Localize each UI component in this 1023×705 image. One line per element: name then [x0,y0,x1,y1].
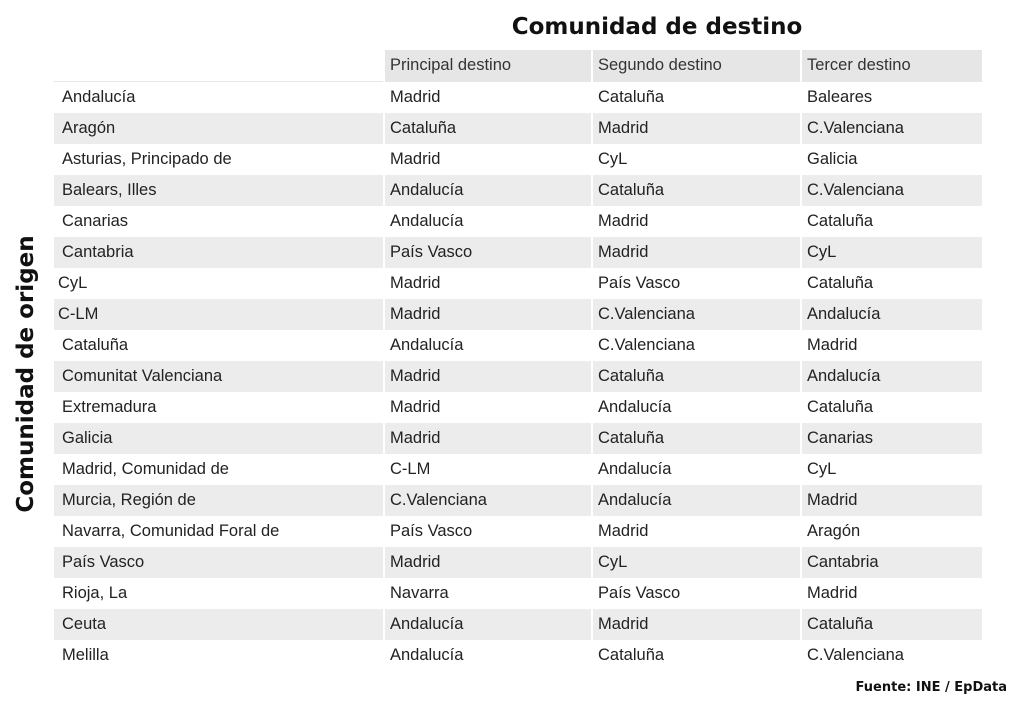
destination-cell: Madrid [801,578,982,609]
destination-cell: Cataluña [801,609,982,640]
table-body [54,82,982,672]
table-row [54,578,982,609]
destination-cell: C-LM [384,454,592,485]
destination-cell: Andalucía [384,175,592,206]
table-row [54,361,982,392]
table-row [54,547,982,578]
destination-cell: C.Valenciana [801,113,982,144]
origin-cell: Extremadura [62,398,157,416]
origin-cell: Ceuta [54,609,384,640]
source-note: Fuente: INE / EpData [855,680,1007,695]
destination-cell: C.Valenciana [801,175,982,206]
destination-cell: Madrid [592,113,801,144]
destination-cell: C.Valenciana [384,485,592,516]
table-row [54,268,982,299]
destination-cell: Madrid [384,268,592,299]
origin-cell: País Vasco [54,547,384,578]
origin-cell: Andalucía [54,82,384,114]
destinations-table [54,50,982,671]
destination-cell: Madrid [592,516,801,547]
destination-cell: Andalucía [592,454,801,485]
origin-cell: Canarias [62,212,129,230]
row-group-title-container [0,0,52,705]
column-header-segundo: Segundo destino [592,50,801,82]
destination-cell: Madrid [384,423,592,454]
header-row [54,50,982,82]
table-row [54,330,982,361]
destination-cell: Cataluña [592,82,801,114]
origin-cell: Madrid, Comunidad de [62,460,229,478]
origin-cell: C-LM [54,299,384,330]
destination-cell: Cataluña [384,113,592,144]
table-row [54,175,982,206]
destination-cell: Andalucía [801,299,982,330]
destination-cell: Navarra [384,578,592,609]
destination-cell: Cataluña [592,640,801,671]
origin-cell: Cantabria [54,237,384,268]
table-row [54,237,982,268]
origin-cell: Cataluña [62,336,129,354]
destination-cell: CyL [592,144,801,175]
destination-cell: Aragón [801,516,982,547]
table-row [54,423,982,454]
destination-cell: País Vasco [384,237,592,268]
destination-cell: Madrid [801,485,982,516]
origin-cell: Navarra, Comunidad Foral de [62,522,280,540]
column-header-tercer: Tercer destino [801,50,982,82]
destination-cell: País Vasco [384,516,592,547]
destination-cell: Andalucía [592,485,801,516]
row-group-title: Comunidad de origen [13,235,39,513]
origin-cell: Melilla [62,646,109,664]
destination-cell: Madrid [384,144,592,175]
column-header-principal: Principal destino [384,50,592,82]
destination-cell: C.Valenciana [801,640,982,671]
destination-cell: Galicia [801,144,982,175]
destination-cell: C.Valenciana [592,299,801,330]
destination-cell: Andalucía [801,361,982,392]
table-row [54,485,982,516]
destination-cell: Cataluña [592,423,801,454]
origin-cell: Rioja, La [62,584,128,602]
destination-cell: Madrid [384,392,592,423]
table-row [54,392,982,423]
destination-cell: Cantabria [801,547,982,578]
origin-cell: Aragón [54,113,384,144]
destination-cell: Andalucía [384,609,592,640]
table-row [54,82,982,114]
destination-cell: Andalucía [384,330,592,361]
destination-cell: Madrid [592,237,801,268]
destination-cell: Andalucía [384,206,592,237]
destination-cell: Madrid [384,361,592,392]
destination-cell: CyL [801,454,982,485]
destination-cell: Madrid [592,609,801,640]
origin-cell: Murcia, Región de [54,485,384,516]
table-row [54,609,982,640]
destination-cell: Madrid [384,82,592,114]
origin-cell: Asturias, Principado de [62,150,232,168]
destination-cell: CyL [801,237,982,268]
destination-cell: Baleares [801,82,982,114]
origin-cell: Balears, Illes [54,175,384,206]
table-row [54,516,982,547]
destination-cell: Madrid [801,330,982,361]
table-row [54,113,982,144]
table-row [54,640,982,671]
destination-cell: Cataluña [801,206,982,237]
destination-cell: Madrid [384,299,592,330]
table-row [54,206,982,237]
destination-cell: País Vasco [592,578,801,609]
destination-cell: País Vasco [592,268,801,299]
destination-cell: Canarias [801,423,982,454]
origin-cell: Galicia [54,423,384,454]
destination-cell: Cataluña [592,175,801,206]
table-row [54,299,982,330]
destination-cell: CyL [592,547,801,578]
origin-cell: CyL [58,274,88,292]
header-blank-cell [54,50,384,82]
destination-cell: Madrid [592,206,801,237]
destination-cell: Cataluña [801,392,982,423]
origin-cell: Comunitat Valenciana [54,361,384,392]
destination-cell: Cataluña [801,268,982,299]
table-row [54,144,982,175]
destination-cell: Andalucía [384,640,592,671]
destination-cell: Madrid [384,547,592,578]
table-row [54,454,982,485]
destination-cell: C.Valenciana [592,330,801,361]
destination-cell: Andalucía [592,392,801,423]
column-group-title: Comunidad de destino [511,14,803,40]
destination-cell: Cataluña [592,361,801,392]
